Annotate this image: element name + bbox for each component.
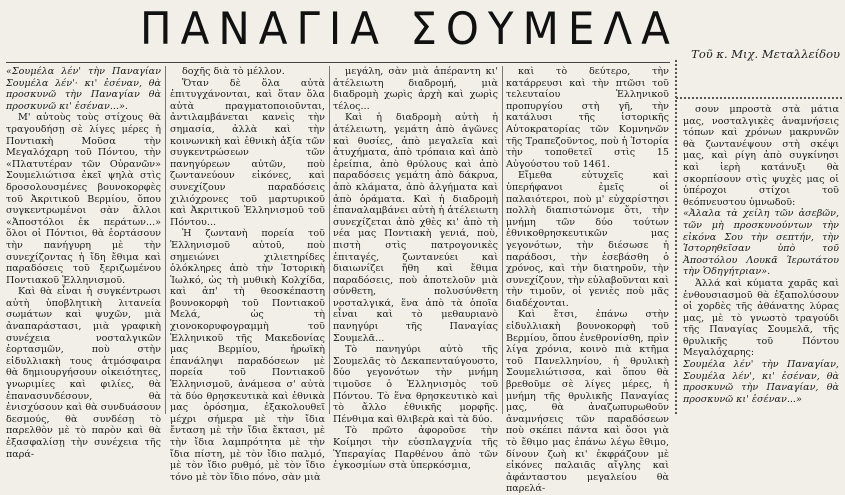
paragraph: Τὸ πρῶτο ἀφοροῦσε τὴν Κοίμησι τὴν εὐσπλαγχνία τῆς Ὑπεραγίας Παρθένου ἀπὸ τῶν ἐγκοσμίων στὰ ὑπερκόσμια, (333, 425, 498, 472)
paragraph: Ὅταν δὲ ὅλα αὐτὰ ἐπιτυγχάνονται, καὶ ὅταν ὅλα αὐτὰ πραγματοποιοῦνται, ἀντιλαμβάνεται κανεὶς τὴν σημασία, ἀλλὰ καὶ τὴν κοινωνικὴ καὶ ἐθνικὴ ἀξία τῶν συγκεντρώσεων τῶν πανηγύρεων αὐτῶν, ποὺ ζωντανεύουν εἰκόνες, καὶ συνεχίζουν παραδόσεις χιλιόχρονες τοῦ μαρτυρικοῦ καὶ Ἀκριτικοῦ Ἑλληνισμοῦ τοῦ Πόντου... (170, 77, 325, 228)
paragraph: Σουμέλα λέν' τὴν Παναγίαν, Σουμέλα λέν', κι' ἐσέναν, θὰ προσκυνῶ τὴν Παναγίαν, θὰ προσκυνῶ κι' ἐσέναν...» (683, 359, 839, 405)
paragraph: Τὸ πανηγύρι αὐτὸ τῆς Σουμελᾶς τὸ Δεκαπενταύγουστο, δύο γεγονότων τὴν μνήμη τιμοῦσε ὁ Ἑλληνισμὸς τοῦ Πόντου. Τὸ ἕνα θρησκευτικὸ καὶ τὸ ἄλλο ἐθνικῆς μορφῆς. Πένθιμα καὶ θλιβερὰ καὶ τὰ δύο. (333, 344, 498, 425)
paragraph: Ἡ ζωντανὴ πορεία τοῦ Ἑλληνισμοῦ αὐτοῦ, ποὺ σημειώνει χιλιετηρίδες ὁλόκληρες ἀπὸ τὴν Ἱστορικὴ Ἰωλκό, ὡς τὴ μυθικὴ Κολχίδα, καὶ ἀπ' τὴ θεοσκέπαστη βουνοκορφὴ τοῦ Ποντιακοῦ Μελά, ὡς τὴ χιονοκορυφογραμμὴ τοῦ Ἑλληνικοῦ τῆς Μακεδονίας μας Βερμίου, ἠρωϊκὴ ἐπανάληψι παραδόσεων μὲ πορεία τοῦ Ποντιακοῦ Ἑλληνισμοῦ, ἀνάμεσα σ' αὐτὰ τὰ δύο θρησκευτικὰ καὶ ἐθνικὰ μας ὁρόσημα, ἐξακολουθεῖ μέχρι σήμερα μὲ τὴν ἴδια ἔνταση μὲ τὴν ἴδια ἔκτασι, μὲ τὴν ἴδια λαμπρότητα μὲ τὴν ἴδια πίστη, μὲ τὸν ἴδιο παλμό, μὲ τὸν ἴδιο ρυθμό, μὲ τὸν ἴδιο τόνο μὲ τὸν ἴδιο πόνο, σὰν μιὰ (170, 228, 325, 483)
paragraph: Καὶ ἡ διαδρομὴ αὐτὴ ἡ ἀτέλειωτη, γεμάτη ἀπὸ ἀγῶνες καὶ θυσίες, ἀπὸ μεγαλεῖα καὶ ἀτυχήματα, ἀπὸ τρόπαια καὶ ἀπὸ ἐρείπια, ἀπὸ θρύλους καὶ ἀπὸ παραδόσεις γεμάτη ἀπὸ δάκρυα, ἀπὸ κλάματα, ἀπὸ ἀλγήματα καὶ ἀπὸ ὁράματα. Καὶ ἡ διαδρομὴ ἐπαναλαμβάνει αὐτὴ ἡ ἀτέλειωτη συνεχίζεται ἀπὸ χθὲς κι' ἀπὸ τὴ νέα μας Ποντιακὴ γενιά, ποὺ, πιστὴ στὶς πατρογονικὲς ἐπιταγές, ζωντανεύει καὶ διαιωνίζει ἤθη καὶ ἔθιμα παραδόσεις, ποὺ ἀποτελοῦν μιὰ σύνθετη, πολυσύνθετη νοσταλγικά, ἕνα ἀπὸ τὰ ὁποῖα εἶναι καὶ τὸ μεθαυριανὸ πανηγύρι τῆς Παναγίας Σουμελᾶ... (333, 112, 498, 344)
paragraph: μεγάλη, σὰν μιὰ ἀπέραντη κι' ἀτέλειωτη διαδρομή, μιὰ διαδρομὴ χωρὶς ἀρχὴ καὶ χωρὶς τέλος... (333, 66, 498, 112)
article-title: ΠΑΝΑΓΙΑ ΣΟΥΜΕΛΑ (140, 3, 679, 55)
paragraph: Μ' αὐτοὺς τοὺς στίχους θὰ τραγουδήσῃ σὲ λίγες μέρες ἡ Ποντιακὴ Μοῦσα τὴν Μεγαλόχαρη τοῦ Πόντου, τὴν «Πλατυτέραν τῶν Οὐρανῶν» Σουμελιώτισα ἐκεῖ ψηλὰ στὶς δροσολουσμένες βουνοκορφὲς τοῦ Ἀκριτικοῦ Βερμίου, ὅπου συγκεντρωμένοι σὰν ἄλλοι «Ἀποστόλοι ἐκ περάτων...» ὅλοι οἱ Πόντιοι, θὰ ἑορτάσουν τὴν πανήγυρη μὲ τὴν συνεχίζοντας ἡ ἴδη ἔθιμα καὶ παραδόσεις τοῦ ξεριζωμένου Ποντιακοῦ Ἑλληνισμοῦ. (6, 112, 161, 286)
paragraph: Ἀλλά καὶ κύματα χαρᾶς καὶ ἐνθουσιασμοῦ θὰ ἐξαπολύσουν οἱ χορδὲς τῆς ἀθάνατης λύρας μας, μὲ τὸ γνωστὸ τραγούδι τῆς Παναγίας Σουμελᾶ, τῆς θρυλικῆς τοῦ Πόντου Μεγαλόχαρης: (683, 277, 839, 359)
text-column-2 (170, 66, 325, 483)
paragraph: Καὶ ἔτσι, ἐπάνω στὴν εἰδυλλιακὴ βουνοκορφὴ τοῦ Βερμίου, ὅπου ἐνεθρονίσθη, πρὶν λίγα χρόνια, κοινὸ πιὰ κτῆμα τοῦ Πανελληνίου, ἡ θρυλικὴ Σουμελιώτισσα, καὶ ὅπου θὰ βρεθοῦμε σὲ λίγες μέρες, ἡ μνήμη τῆς θρυλικῆς Παναγίας μας, θὰ ἀναζωπυρωθοῦν ἀναμνήσεις τῶν παραδόσεων ποὺ σκέπει πάντα καὶ ὅσοι γιὰ τὸ ἔθιμο μας ἐπάνω λέγω ἔθιμο, δίνουν ζωὴ κι' ἐκφράζουν μὲ εἰκόνες παλαιᾶς αἴγλης καὶ ἀφάνταστου μεγαλείου θὰ παρελά- (506, 309, 669, 495)
text-column-1 (6, 66, 161, 460)
paragraph: δοχῆς διὰ τὸ μέλλον. (182, 66, 285, 77)
column-rule (502, 66, 503, 414)
sidebar-top-rule (676, 97, 842, 99)
article-byline: Τοῦ κ. Μιχ. Μεταλλείδου (691, 47, 840, 61)
sidebar-divider (675, 60, 677, 414)
text-column-3 (333, 66, 498, 472)
column-rule (329, 66, 330, 414)
text-column-5 (683, 104, 839, 414)
title-rule (6, 62, 670, 63)
paragraph: «Ἀλαλα τὰ χείλη τῶν ἀσεβῶν, τῶν μὴ προσκυνούντων τὴν εἰκόνα Σου τὴν σεπτήν, τὴν Ἱστορηθεῖσαν ὑπὸ τοῦ Ἀποστόλου Λουκᾶ Ἱερωτάτου τὴν Ὁδηγήτριαν». (683, 208, 839, 278)
paragraph: Καὶ θὰ εἶναι ἡ συγκέντρωσι αὐτὴ ὑποβλητικὴ λιτανεία σωμάτων καὶ ψυχῶν, μιὰ ἀναπαράστασι, μιὰ γραφικὴ συνέχεια νοσταλγικῶν ἑορτασμῶν, ποὺ στὴν εἰδυλλιακὴ τους ἀτμόσφαιρα θὰ δημιουργήσουν οἰκειότητες, γνωριμίες καὶ φιλίες, θὰ ἐπανασυνδέσουν, θὰ ἐνισχύσουν καὶ θὰ συνδυάσουν δεσμούς, θὰ συνδέσῃ τὸ παρελθὸν μὲ τὸ παρὸν καὶ θὰ ἐξασφαλίσῃ τὴν συνέχεια τῆς παρά- (6, 286, 161, 460)
paragraph: «Σουμέλα λέν' τὴν Παναγίαν Σουμέλα λέν'· κι' ἐσέναν, θὰ προσκυνῶ τὴν Παναγίαν θὰ προσκυνῶ κι' ἐσέναν...». (6, 66, 161, 112)
paragraph: σουν μπροστὰ στὰ μάτια μας, νοσταλγικὲς ἀναμνήσεις τόπων καὶ χρόνων μακρυνῶν θὰ ζωντανέψουν στὴ σκέψι μας, καὶ ρίγη ἀπὸ συγκίνησι καὶ ἱερὴ κατάνυξι θὰ σκορπίσουν στὶς ψυχὲς μας οἱ ὑπέροχοι στίχοι τοῦ θεόπνευστου ὑμνωδοῦ: (683, 104, 839, 208)
text-column-4 (506, 66, 669, 495)
paragraph: Εἴμεθα εὐτυχεῖς καὶ ὑπερήφανοι ἐμεῖς οἱ παλαιότεροι, ποὺ μ' εὐχαρίστησι πολλὴ διαπιστώνομε ὅτι, τὴν μνήμη τῶν δύο τούτων ἐθνικοθρησκευτικῶν μας γεγονότων, τὴν διέσωσε ἡ παράδοσι, τὴν ἐσεβάσθη ὁ χρόνος, καὶ τὴν διατηροῦν, τὴν συνεχίζουν, τὴν εὐλαβοῦνται καὶ τὴν τιμοῦν, οἱ γενιὲς ποὺ μᾶς διαδέχονται. (506, 170, 669, 309)
paragraph: καὶ τὸ δεύτερο, τὴν κατάρρευσι καὶ τὴν πτῶσι τοῦ τελευταίου Ἑλληνικοῦ προπυργίου στὴ γῆ, τὴν κατάλυσι τῆς ἱστορικῆς Αὐτοκρατορίας τῶν Κομνηνῶν τῆς Τραπεζοῦντος, ποὺ ἡ Ἱστορία τὴν τοποθετεῖ στὶς 15 Αὐγούστου τοῦ 1461. (506, 66, 669, 170)
column-rule (165, 66, 166, 414)
